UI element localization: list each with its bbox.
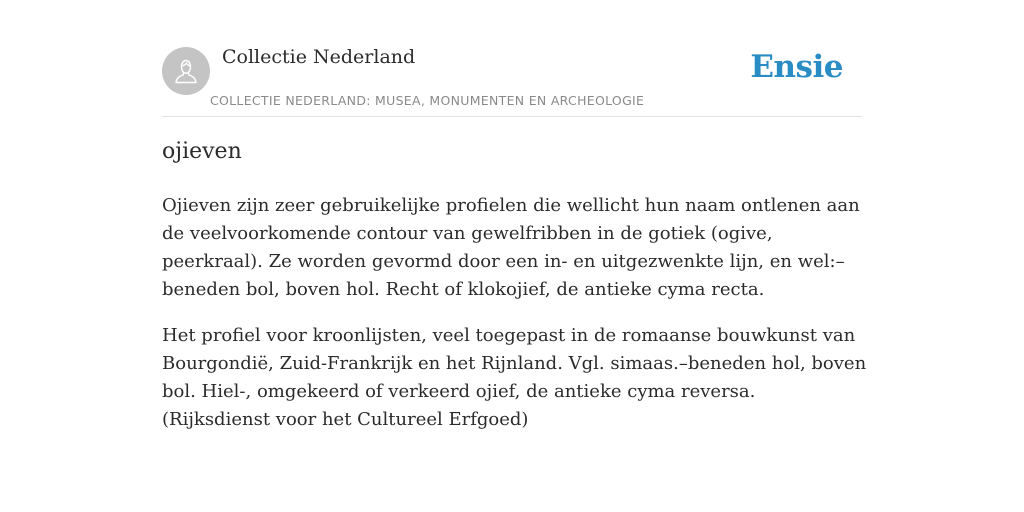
avatar[interactable] xyxy=(162,47,210,95)
article-paragraph: Het profiel voor kroonlijsten, veel toegepast in de romaanse bouwkunst van Bourgondië, Zuid-Frankrijk en het Rijnland. Vgl. simaas.–beneden hol, boven bol. Hiel-, omgekeerd of verkeerd ojief, de antieke cyma reversa. (Rijksdienst voor het Cultureel Erfgoed) xyxy=(162,325,867,430)
author-header xyxy=(162,44,862,117)
author-name[interactable]: Collectie Nederland xyxy=(222,46,416,68)
user-icon xyxy=(171,56,201,86)
brand-logo[interactable]: Ensie xyxy=(750,49,843,85)
article-paragraph: Ojieven zijn zeer gebruikelijke profielen die wellicht hun naam ontlenen aan de veelvoorkomende contour van gewelfribben in de gotiek (ogive, peerkraal). Ze worden gevormd door een in- en uitgezwenkte lijn, en wel:–beneden bol, boven hol. Recht of klokojief, de antieke cyma recta. xyxy=(162,195,860,300)
article-body xyxy=(162,192,868,452)
article-title: ojieven xyxy=(162,139,242,164)
author-subtitle: COLLECTIE NEDERLAND: MUSEA, MONUMENTEN EN ARCHEOLOGIE xyxy=(210,93,645,108)
